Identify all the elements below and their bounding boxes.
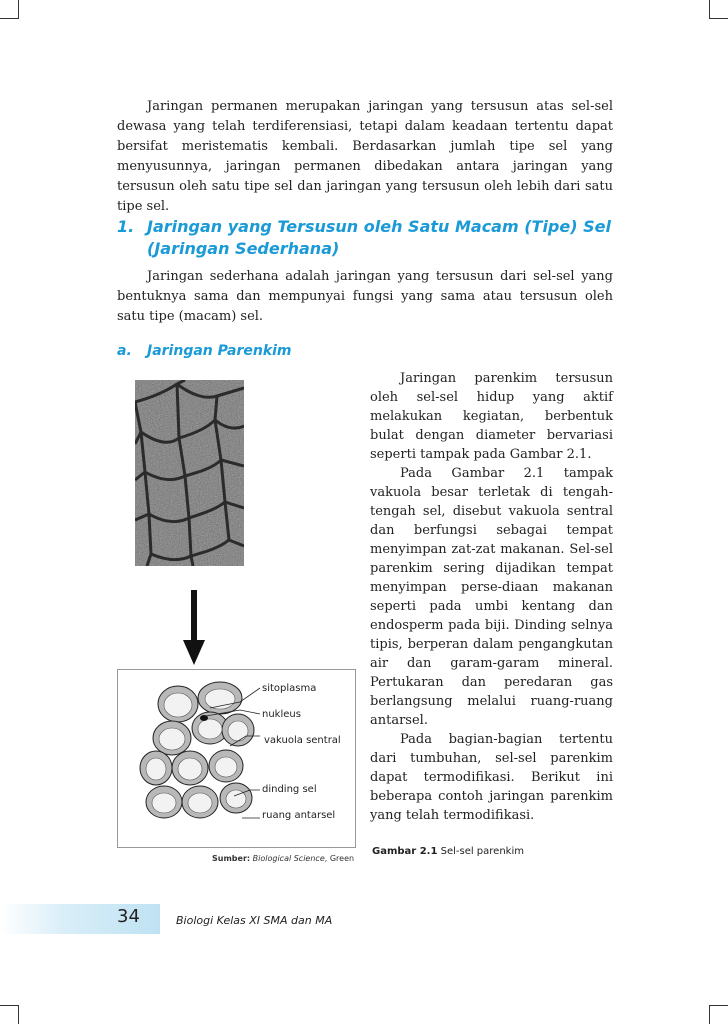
figure-source	[212, 854, 354, 863]
caption-text: Sel-sel parenkim	[437, 846, 524, 857]
parenchyma-paragraph-2: Pada Gambar 2.1 tampak vakuola besar terletak di tengah-tengah sel, disebut vakuola sentral dan berfungsi sebagai tempat menyimpan zat-zat makanan. Sel-sel parenkim sering dijadikan tempat menyimpan perse-diaan makanan seperti pada umbi kentang dan endosperm pada biji. Dinding selnya tipis, berperan dalam pengangkutan air dan garam-garam mineral. Pertukaran dan peredaran gas berlangsung melalui ruang-ruang antarsel.	[370, 466, 613, 728]
subsection-a-title: Jaringan Parenkim	[147, 343, 292, 359]
parenchyma-description	[370, 369, 613, 825]
caption-label: Gambar 2.1	[372, 846, 438, 857]
label-ruang-antarsel: ruang antarsel	[262, 810, 336, 821]
section-1-paragraph: Jaringan sederhana adalah jaringan yang tersusun dari sel-sel yang bentuknya sama dan mempunyai fungsi yang sama atau tersusun oleh satu tipe (macam) sel.	[117, 269, 613, 324]
source-label: Sumber:	[212, 854, 251, 863]
crop-mark-bottom-left	[0, 1005, 19, 1024]
subsection-a-number: a.	[117, 343, 132, 359]
intro-paragraph: Jaringan permanen merupakan jaringan yang tersusun atas sel-sel dewasa yang telah terdiferensiasi, tetapi dalam keadaan tertentu dapat bersifat meristematis kembali. Berdasarkan jumlah tipe sel yang menyusunnya, jaringan permanen dibedakan antara jaringan yang tersusun oleh satu tipe sel dan jaringan yang tersusun oleh lebih dari satu tipe sel.	[117, 99, 613, 214]
label-sitoplasma: sitoplasma	[262, 683, 317, 694]
label-vakuola-sentral: vakuola sentral	[264, 735, 341, 746]
section-1-heading	[117, 216, 617, 260]
label-dinding-sel: dinding sel	[262, 784, 317, 795]
crop-mark-top-left	[0, 0, 19, 19]
down-arrow-icon	[183, 590, 205, 665]
label-leader-lines	[200, 686, 270, 826]
source-title: Biological Science	[252, 854, 325, 863]
crop-mark-bottom-right	[709, 1005, 728, 1024]
page-number: 34	[117, 906, 140, 927]
parenchyma-paragraph-1: Jaringan parenkim tersusun oleh sel-sel hidup yang aktif melakukan kegiatan, berbentuk bulat dengan diameter bervariasi seperti tampak pada Gambar 2.1.	[370, 371, 613, 462]
section-1-title: Jaringan yang Tersusun oleh Satu Macam (Tipe) Sel (Jaringan Sederhana)	[147, 217, 611, 258]
book-title: Biologi Kelas XI SMA dan MA	[176, 914, 333, 927]
micrograph-image	[135, 380, 244, 566]
section-1-number: 1.	[117, 217, 135, 236]
source-author: , Green	[324, 854, 355, 863]
figure-caption	[372, 846, 524, 857]
parenchyma-paragraph-3: Pada bagian-bagian tertentu dari tumbuhan, sel-sel parenkim dapat termodifikasi. Berikut ini beberapa contoh jaringan parenkim yang telah termodifikasi.	[370, 732, 613, 823]
label-nukleus: nukleus	[262, 709, 301, 720]
crop-mark-top-right	[709, 0, 728, 19]
parenchyma-micrograph	[135, 380, 244, 566]
subsection-a-heading	[117, 341, 292, 361]
